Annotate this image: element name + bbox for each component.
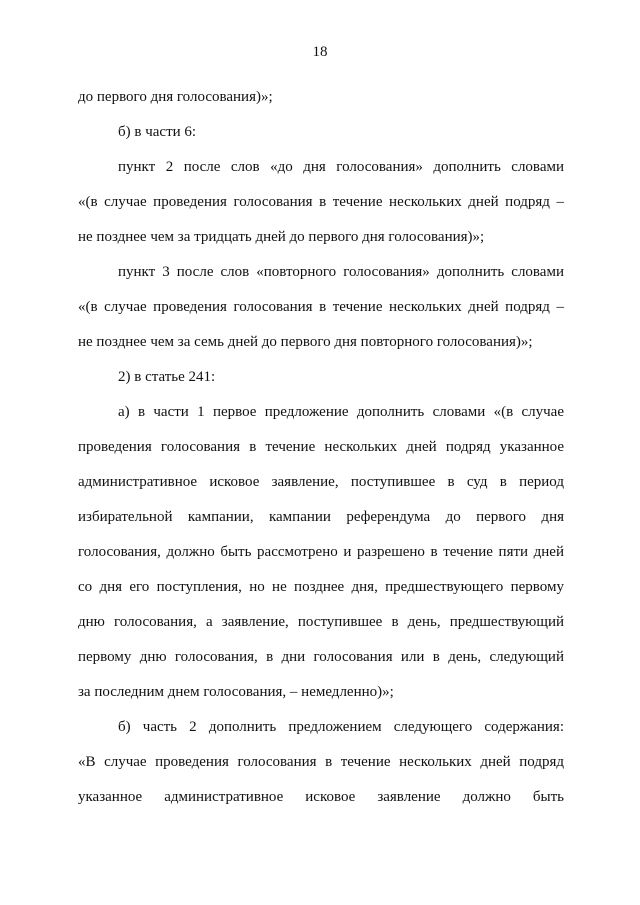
text-line: избирательной кампании, кампании референдума до первого дня <box>78 509 564 525</box>
text-line: не позднее чем за тридцать дней до первого дня голосования)»; <box>78 229 485 245</box>
text-line: «В случае проведения голосования в течение нескольких дней подряд <box>78 754 564 770</box>
text-line: б) в части 6: <box>118 124 197 140</box>
document-body <box>78 80 564 815</box>
text-line: первому дню голосования, в дни голосования или в день, следующий <box>78 649 564 665</box>
text-line: со дня его поступления, но не позднее дня, предшествующего первому <box>78 579 564 595</box>
text-line: пункт 3 после слов «повторного голосования» дополнить словами <box>118 264 564 280</box>
text-line: а) в части 1 первое предложение дополнить словами «(в случае <box>118 404 564 420</box>
text-line: «(в случае проведения голосования в течение нескольких дней подряд – <box>78 194 564 210</box>
text-line: «(в случае проведения голосования в течение нескольких дней подряд – <box>78 299 564 315</box>
text-line: 2) в статье 241: <box>118 369 216 385</box>
text-line: не позднее чем за семь дней до первого дня повторного голосования)»; <box>78 334 533 350</box>
text-line: голосования, должно быть рассмотрено и разрешено в течение пяти дней <box>78 544 564 560</box>
text-line: дню голосования, а заявление, поступившее в день, предшествующий <box>78 614 564 630</box>
text-line: за последним днем голосования, – немедленно)»; <box>78 684 394 700</box>
text-line: указанное административное исковое заявление должно быть <box>78 789 564 805</box>
text-line: до первого дня голосования)»; <box>78 89 273 105</box>
page-number: 18 <box>312 44 328 60</box>
text-line: б) часть 2 дополнить предложением следующего содержания: <box>118 719 564 735</box>
text-line: административное исковое заявление, поступившее в суд в период <box>78 474 564 490</box>
text-line: пункт 2 после слов «до дня голосования» дополнить словами <box>118 159 564 175</box>
text-line: проведения голосования в течение нескольких дней подряд указанное <box>78 439 564 455</box>
